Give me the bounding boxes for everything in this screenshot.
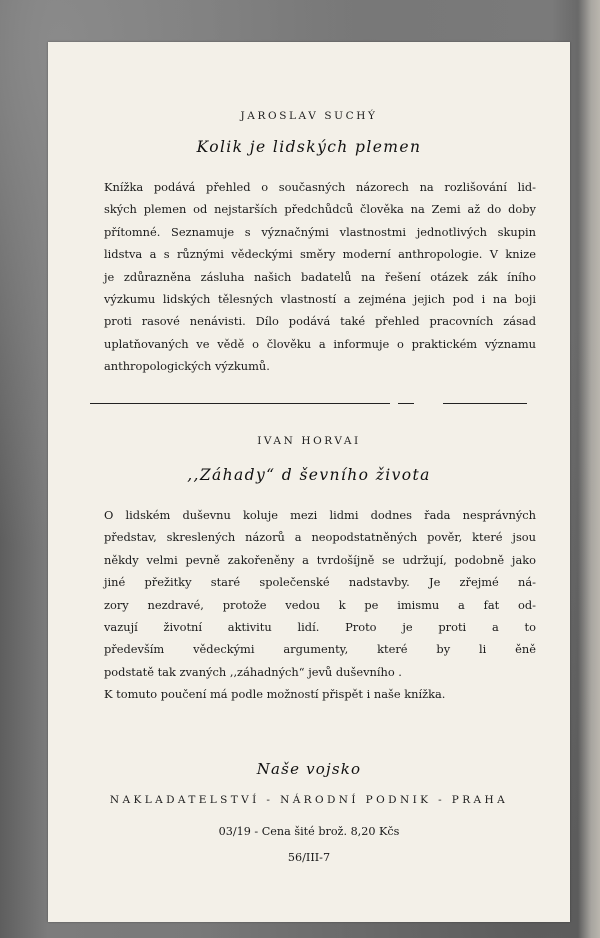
book1-line: proti rasové nenávisti. Dílo podává také přehled pracovních zásad — [104, 314, 536, 329]
book1-description — [104, 176, 536, 378]
book2-line: O lidském duševnu koluje mezi lidmi dodnes řada nesprávných — [104, 508, 536, 522]
divider-rule — [398, 403, 414, 404]
book2-line: K tomuto poučení má podle možností přispět i naše knížka. — [104, 687, 446, 702]
book1-line: anthropologických výzkumů. — [104, 359, 270, 374]
book1-line: přítomné. Seznamuje s význačnými vlastnostmi jednotlivých skupin — [104, 224, 536, 239]
book1-line: lidstva a s různými vědeckými směry moderní anthropologie. V knize — [104, 247, 536, 262]
book2-line: jiné přežitky staré společenské nadstavby. Je zřejmé ná- — [104, 575, 536, 590]
book2-author: IVAN HORVAI — [257, 435, 361, 447]
publisher-name: Naše vojsko — [256, 760, 362, 778]
book2-line: podstatě tak zvaných ,,záhadných“ jevů duševního . — [104, 664, 402, 679]
book1-line: uplatňovaných ve vědě o člověku a informuje o praktickém významu — [104, 336, 536, 351]
divider-rule — [90, 403, 390, 404]
worn-cover-edge — [578, 0, 600, 938]
book2-title: ,,Záhady“ d ševního života — [187, 466, 431, 484]
book2-line: vazují životní aktivitu lidí. Proto je proti a to — [104, 620, 536, 635]
divider-rule — [443, 403, 527, 404]
paper-panel — [48, 42, 570, 922]
book1-line: ských plemen od nejstarších předchůdců člověka na Zemi až do doby — [104, 202, 536, 217]
book2-line: někdy velmi pevně zakořeněny a tvrdošíjně se udržují, podobně jako — [104, 552, 536, 567]
book1-title: Kolik je lidských plemen — [196, 138, 422, 156]
publisher-imprint: NAKLADATELSTVÍ - NÁRODNÍ PODNIK - PRAHA — [109, 794, 509, 806]
book1-line: výzkumu lidských tělesných vlastností a zejména jejich pod i na boji — [104, 292, 536, 307]
book2-line: představ, skreslených názorů a neopodstatněných pověr, které jsou — [104, 530, 536, 545]
book2-description — [104, 504, 536, 706]
book2-line: především vědeckými argumenty, které by li ěně — [104, 642, 536, 657]
book1-line: je zdůrazněna zásluha našich badatelů na řešení otázek zák íního — [104, 269, 536, 284]
catalog-code: 56/III-7 — [287, 851, 331, 864]
price-line: 03/19 - Cena šité brož. 8,20 Kčs — [218, 825, 400, 838]
book1-author: JAROSLAV SUCHÝ — [240, 110, 378, 122]
book1-line: Knížka podává přehled o současných názorech na rozlišování lid- — [104, 180, 536, 194]
book2-line: zory nezdravé, protože vedou k pe imismu a fat od- — [104, 597, 536, 612]
